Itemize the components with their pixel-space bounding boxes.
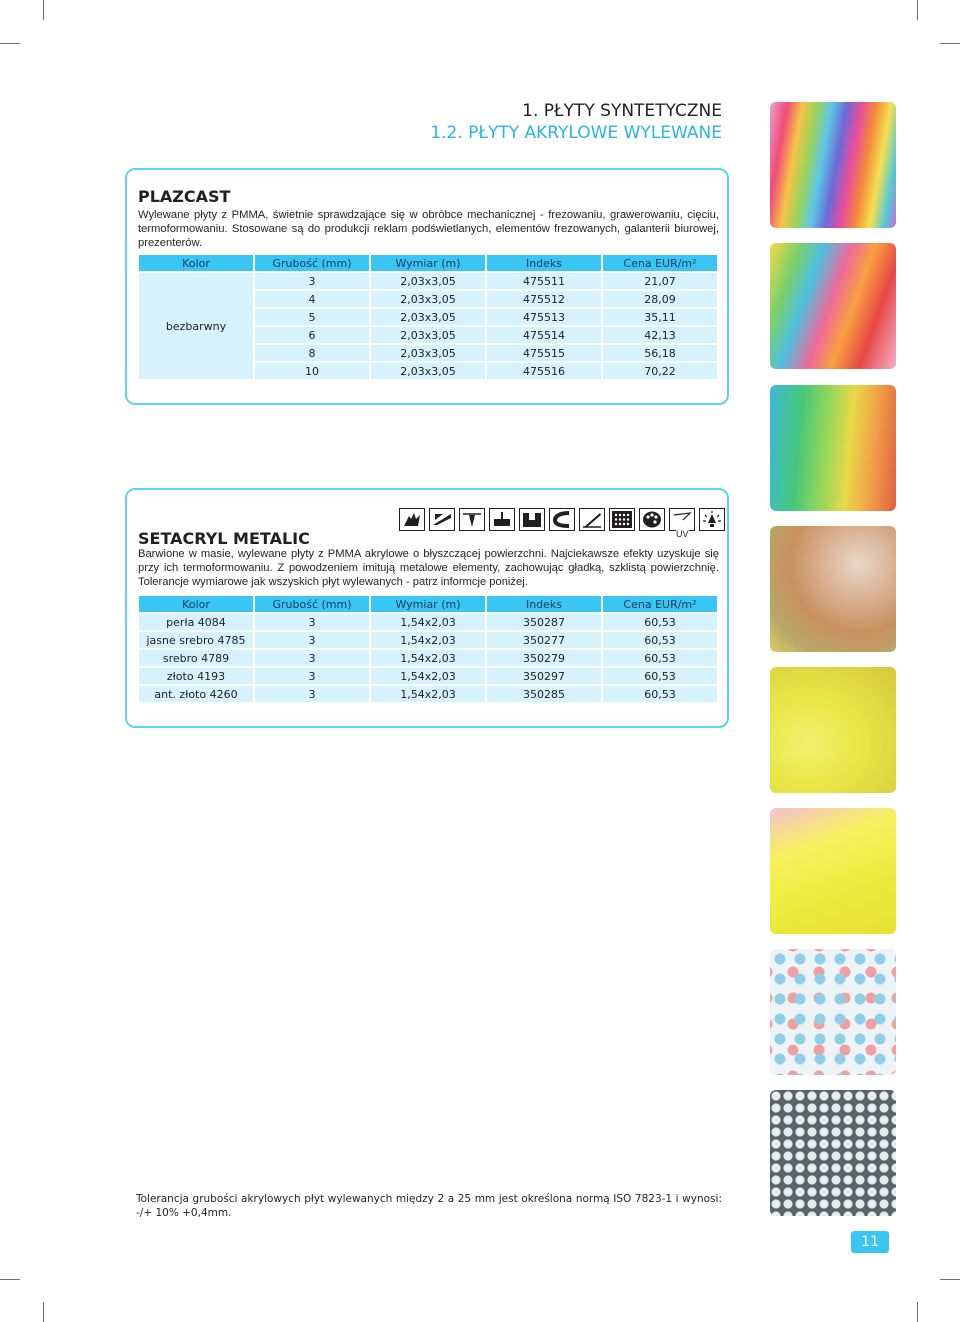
drilling-icon <box>489 508 515 531</box>
column-header: Kolor <box>139 596 253 612</box>
cutting-icon <box>429 508 455 531</box>
index-cell: 475514 <box>487 327 601 343</box>
price-cell: 60,53 <box>603 614 717 630</box>
index-cell: 475515 <box>487 345 601 361</box>
index-cell: 350297 <box>487 668 601 684</box>
size-cell: 2,03x3,05 <box>371 345 485 361</box>
crop-mark <box>940 1279 960 1280</box>
table-header-row <box>139 255 717 271</box>
price-cell: 35,11 <box>603 309 717 325</box>
price-cell: 70,22 <box>603 363 717 379</box>
chapter-title: 1. PŁYTY SYNTETYCZNE <box>522 101 722 121</box>
crop-mark <box>0 1279 20 1280</box>
section-title: 1.2. PŁYTY AKRYLOWE WYLEWANE <box>430 123 722 143</box>
column-header: Grubość (mm) <box>255 596 369 612</box>
index-cell: 475512 <box>487 291 601 307</box>
size-cell: 1,54x2,03 <box>371 632 485 648</box>
price-cell: 42,13 <box>603 327 717 343</box>
price-cell: 21,07 <box>603 273 717 289</box>
column-header: Cena EUR/m² <box>603 255 717 271</box>
photo-colored-sheets <box>770 526 896 652</box>
column-header: Grubość (mm) <box>255 255 369 271</box>
size-cell: 2,03x3,05 <box>371 309 485 325</box>
photo-perforated-sheet <box>770 1090 896 1216</box>
color-palette-icon <box>639 508 665 531</box>
color-cell: ant. złoto 4260 <box>139 686 253 702</box>
column-header: Wymiar (m) <box>371 596 485 612</box>
crop-mark <box>43 0 44 20</box>
column-header: Wymiar (m) <box>371 255 485 271</box>
crop-mark <box>917 1302 918 1322</box>
index-cell: 350285 <box>487 686 601 702</box>
plazcast-description: Wylewane płyty z PMMA, świetnie sprawdzające się w obróbce mechanicznej - frezowaniu, grawerowaniu, cięciu, termoformowaniu. Stosowane są do produkcji reklam podświetlanych, elementów frezowanych, galanterii biurowej, prezenterów. <box>138 209 719 249</box>
price-cell: 60,53 <box>603 632 717 648</box>
milling-bit-icon <box>459 508 485 531</box>
thickness-cell: 3 <box>255 614 369 630</box>
photo-colored-sheets <box>770 102 896 228</box>
column-header: Kolor <box>139 255 253 271</box>
index-cell: 350287 <box>487 614 601 630</box>
index-cell: 475511 <box>487 273 601 289</box>
price-cell: 60,53 <box>603 668 717 684</box>
size-cell: 1,54x2,03 <box>371 614 485 630</box>
color-cell: jasne srebro 4785 <box>139 632 253 648</box>
photo-colored-sheets <box>770 385 896 511</box>
forming-icon <box>519 508 545 531</box>
index-cell: 350277 <box>487 632 601 648</box>
thickness-cell: 4 <box>255 291 369 307</box>
setacryl-title: SETACRYL METALIC <box>138 529 310 548</box>
size-cell: 2,03x3,05 <box>371 363 485 379</box>
property-icons <box>399 508 725 539</box>
hand-bending-icon <box>399 508 425 531</box>
color-cell: perła 4084 <box>139 614 253 630</box>
crop-mark <box>43 1302 44 1322</box>
crop-mark <box>940 43 960 44</box>
uv-resistance-icon <box>669 508 695 539</box>
engraving-icon <box>579 508 605 531</box>
thickness-cell: 10 <box>255 363 369 379</box>
column-header: Indeks <box>487 255 601 271</box>
size-cell: 2,03x3,05 <box>371 291 485 307</box>
table-header-row <box>139 596 717 612</box>
index-cell: 475516 <box>487 363 601 379</box>
plazcast-title: PLAZCAST <box>138 187 231 206</box>
thickness-cell: 8 <box>255 345 369 361</box>
color-cell: bezbarwny <box>139 273 253 379</box>
table-row <box>139 650 717 666</box>
size-cell: 1,54x2,03 <box>371 686 485 702</box>
setacryl-table <box>137 594 719 704</box>
table-row <box>139 273 717 289</box>
crop-mark <box>0 43 20 44</box>
table-row <box>139 632 717 648</box>
photo-colored-sheets <box>770 808 896 934</box>
column-header: Indeks <box>487 596 601 612</box>
size-cell: 1,54x2,03 <box>371 668 485 684</box>
table-row <box>139 614 717 630</box>
plazcast-table <box>137 253 719 381</box>
color-cell: złoto 4193 <box>139 668 253 684</box>
price-cell: 28,09 <box>603 291 717 307</box>
setacryl-description: Barwione w masie, wylewane płyty z PMMA akrylowe o błyszczącej powierzchni. Najciekawsze efekty uzyskuje się przy ich termoformowaniu. Z powodzeniem imitują metalowe elementy, zachowując gładką, szklistą powierzchnię. Tolerancje wymiarowe jak wszyskich płyt wylewanych - patrz informcje poniżej. <box>138 548 719 588</box>
page-number: 11 <box>851 1231 889 1253</box>
thickness-cell: 5 <box>255 309 369 325</box>
tolerance-footnote: Tolerancja grubości akrylowych płyt wylewanych między 2 a 25 mm jest określona normą ISO 7823-1 i wynosi: -/+ 10% +0,4mm. <box>136 1193 722 1219</box>
table-row <box>139 668 717 684</box>
setacryl-box <box>125 488 729 728</box>
plazcast-box <box>125 168 729 405</box>
photo-perforated-sheet <box>770 949 896 1075</box>
price-cell: 60,53 <box>603 686 717 702</box>
table-row <box>139 686 717 702</box>
crop-mark <box>917 0 918 20</box>
thickness-cell: 3 <box>255 668 369 684</box>
size-cell: 1,54x2,03 <box>371 650 485 666</box>
thickness-cell: 3 <box>255 650 369 666</box>
size-cell: 2,03x3,05 <box>371 273 485 289</box>
color-cell: srebro 4789 <box>139 650 253 666</box>
price-cell: 60,53 <box>603 650 717 666</box>
price-cell: 56,18 <box>603 345 717 361</box>
photo-colored-sheets <box>770 243 896 369</box>
thickness-cell: 3 <box>255 273 369 289</box>
thickness-cell: 3 <box>255 686 369 702</box>
index-cell: 350279 <box>487 650 601 666</box>
thickness-cell: 6 <box>255 327 369 343</box>
index-cell: 475513 <box>487 309 601 325</box>
uv-label: UV <box>676 529 689 539</box>
perforation-icon <box>609 508 635 531</box>
bending-icon <box>549 508 575 531</box>
thickness-cell: 3 <box>255 632 369 648</box>
lighting-icon <box>699 508 725 531</box>
size-cell: 2,03x3,05 <box>371 327 485 343</box>
photo-colored-sheets <box>770 667 896 793</box>
column-header: Cena EUR/m² <box>603 596 717 612</box>
